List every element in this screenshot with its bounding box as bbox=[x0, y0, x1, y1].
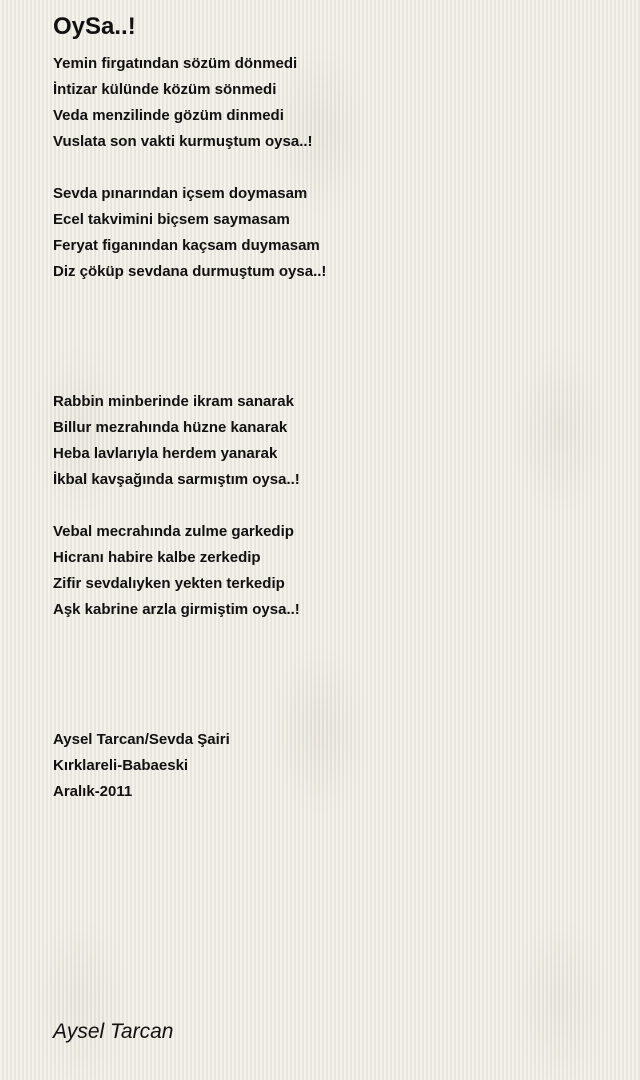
poem-line: Feryat figanından kaçsam duymasam bbox=[53, 237, 320, 254]
poem-line: Vebal mecrahında zulme garkedip bbox=[53, 523, 294, 540]
section-gap bbox=[53, 285, 613, 389]
stanza-4 bbox=[53, 519, 613, 623]
poem-line: Veda menzilinde gözüm dinmedi bbox=[53, 107, 284, 124]
poem-line: İkbal kavşağında sarmıştım oysa..! bbox=[53, 471, 300, 488]
location: Kırklareli-Babaeski bbox=[53, 757, 189, 774]
poem-line: Zifir sevdalıyken yekten terkedip bbox=[53, 575, 285, 592]
date: Aralık-2011 bbox=[53, 783, 133, 800]
poem-line: Sevda pınarından içsem doymasam bbox=[53, 185, 308, 202]
poem-line: Heba lavlarıyla herdem yanarak bbox=[53, 445, 278, 462]
poem-line: Rabbin minberinde ikram sanarak bbox=[53, 393, 294, 410]
section-gap bbox=[53, 623, 613, 727]
poem-footer bbox=[53, 727, 613, 805]
author-credit: Aysel Tarcan/Sevda Şairi bbox=[53, 731, 230, 748]
stanza-gap bbox=[53, 155, 613, 181]
stanza-2 bbox=[53, 181, 613, 285]
stanza-3 bbox=[53, 389, 613, 493]
poem-title: OySa..! bbox=[53, 13, 136, 40]
poem-line: Diz çöküp sevdana durmuştum oysa..! bbox=[53, 263, 327, 280]
poem-line: Billur mezrahında hüzne kanarak bbox=[53, 419, 288, 436]
poem-line: Ecel takvimini biçsem saymasam bbox=[53, 211, 290, 228]
poem-container bbox=[53, 10, 613, 805]
stanza-gap bbox=[53, 493, 613, 519]
stanza-1 bbox=[53, 51, 613, 155]
author-signature: Aysel Tarcan bbox=[53, 1020, 174, 1043]
poem-line: Aşk kabrine arzla girmiştim oysa..! bbox=[53, 601, 300, 618]
poem-line: Vuslata son vakti kurmuştum oysa..! bbox=[53, 133, 313, 150]
poem-line: İntizar külünde közüm sönmedi bbox=[53, 81, 277, 98]
poem-line: Hicranı habire kalbe zerkedip bbox=[53, 549, 261, 566]
poem-line: Yemin firgatından sözüm dönmedi bbox=[53, 55, 298, 72]
